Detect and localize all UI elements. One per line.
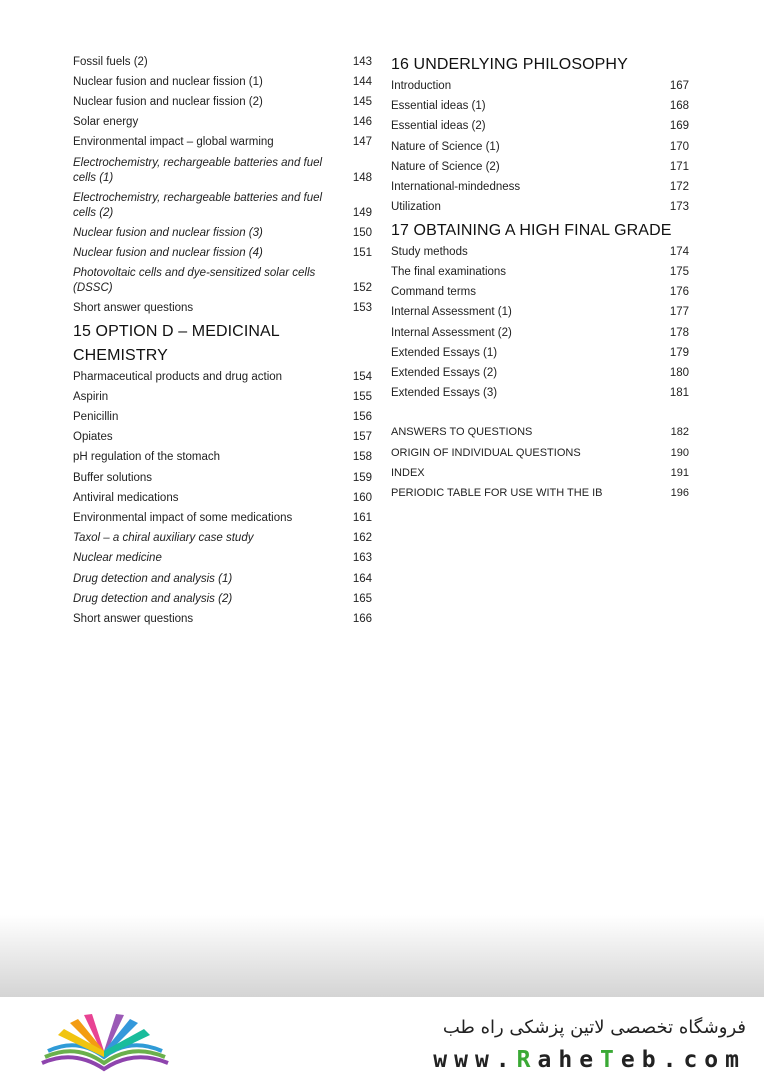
toc-entry[interactable] (391, 463, 689, 483)
toc-entry[interactable] (73, 264, 372, 299)
toc-entry-title: Drug detection and analysis (1) (73, 572, 233, 585)
toc-entry-title: Taxol – a chiral auxiliary case study (73, 532, 254, 545)
toc-entry-page: 181 (669, 387, 689, 400)
toc-entry[interactable] (391, 483, 689, 503)
toc-entry-title: International-mindedness (391, 181, 521, 194)
toc-entry-page: 154 (352, 370, 372, 383)
toc-entry-title: Introduction (391, 80, 452, 93)
spacer (391, 404, 689, 423)
toc-entry[interactable] (73, 387, 372, 407)
toc-entry-title: Drug detection and analysis (2) (73, 592, 233, 605)
toc-list-continued (73, 52, 372, 319)
toc-entry-page: 164 (352, 572, 372, 585)
toc-entry[interactable] (73, 133, 372, 153)
toc-list-section-15 (73, 367, 372, 629)
toc-entry-page: 165 (352, 592, 372, 605)
toc-entry-title: Command terms (391, 286, 476, 299)
toc-entry-page: 161 (352, 511, 372, 524)
toc-entry-title: Nuclear fusion and nuclear fission (1) (73, 75, 263, 88)
toc-entry[interactable] (391, 177, 689, 197)
toc-entry-page: 152 (352, 282, 372, 295)
toc-entry-page: 155 (352, 390, 372, 403)
toc-entry-title: Penicillin (73, 411, 119, 424)
toc-entry[interactable] (391, 363, 689, 383)
toc-entry[interactable] (73, 407, 372, 427)
toc-list-section-17 (391, 242, 689, 404)
toc-entry-page: 148 (352, 171, 372, 184)
toc-entry[interactable] (391, 77, 689, 97)
toc-entry-page: 172 (669, 181, 689, 194)
toc-left-column (73, 52, 372, 630)
toc-entry-page: 156 (352, 411, 372, 424)
toc-entry[interactable] (391, 137, 689, 157)
toc-entry[interactable] (391, 117, 689, 137)
toc-entry[interactable] (391, 343, 689, 363)
toc-entry[interactable] (73, 113, 372, 133)
open-book-rainbow-icon (40, 1007, 170, 1078)
toc-entry-title: Fossil fuels (2) (73, 55, 148, 68)
toc-entry[interactable] (73, 299, 372, 319)
toc-entry-page: 151 (352, 247, 372, 260)
toc-entry-title: Short answer questions (73, 612, 194, 625)
toc-entry-title: Aspirin (73, 390, 109, 403)
toc-entry-page: 196 (670, 486, 689, 499)
toc-entry-title: Nature of Science (2) (391, 160, 500, 173)
toc-entry-title: Antiviral medications (73, 491, 179, 504)
toc-entry-page: 153 (352, 302, 372, 315)
toc-entry-page: 178 (669, 326, 689, 339)
toc-entry-title: Electrochemistry, rechargeable batteries and fuel cells (1) (73, 156, 323, 184)
toc-entry[interactable] (73, 244, 372, 264)
section-heading-16: 16 UNDERLYING PHILOSOPHY (391, 56, 628, 73)
toc-entry-title: Extended Essays (2) (391, 367, 498, 380)
toc-entry[interactable] (391, 263, 689, 283)
toc-entry-page: 180 (669, 367, 689, 380)
toc-entry[interactable] (73, 188, 372, 223)
toc-entry-page: 150 (352, 226, 372, 239)
toc-entry-page: 157 (352, 431, 372, 444)
toc-entry[interactable] (73, 589, 372, 609)
toc-entry-title: Internal Assessment (2) (391, 326, 512, 339)
toc-entry-page: 175 (669, 266, 689, 279)
toc-entry-page: 146 (352, 116, 372, 129)
toc-entry[interactable] (391, 198, 689, 218)
footer-banner (0, 997, 764, 1080)
url-part-ahe: ahe (537, 1047, 601, 1073)
toc-entry[interactable] (391, 384, 689, 404)
url-letter-r: R (516, 1047, 538, 1073)
toc-entry-title: ANSWERS TO QUESTIONS (391, 426, 533, 439)
toc-entry[interactable] (73, 153, 372, 188)
toc-entry[interactable] (391, 157, 689, 177)
toc-entry-page: 169 (669, 120, 689, 133)
toc-entry[interactable] (73, 52, 372, 72)
toc-entry-title: Nuclear fusion and nuclear fission (2) (73, 95, 263, 108)
toc-entry[interactable] (391, 303, 689, 323)
toc-entry-title: Essential ideas (1) (391, 100, 486, 113)
toc-entry-page: 143 (352, 55, 372, 68)
toc-entry[interactable] (73, 609, 372, 629)
section-heading-17: 17 OBTAINING A HIGH FINAL GRADE (391, 221, 672, 239)
toc-entry-page: 177 (669, 306, 689, 319)
toc-entry-page: 159 (352, 471, 372, 484)
toc-entry-title: Nature of Science (1) (391, 140, 500, 153)
toc-entry-title: pH regulation of the stomach (73, 451, 221, 464)
toc-entry[interactable] (391, 283, 689, 303)
toc-entry[interactable] (73, 508, 372, 528)
section-heading-15: 15 OPTION D – MEDICINAL CHEMISTRY (73, 323, 280, 364)
toc-entry-title: Electrochemistry, rechargeable batteries and fuel cells (2) (73, 191, 323, 219)
toc-entry-page: 145 (352, 95, 372, 108)
footer-shadow (0, 915, 764, 997)
toc-entry-page: 171 (669, 160, 689, 173)
toc-entry-page: 174 (669, 245, 689, 258)
toc-list-back-matter (391, 423, 689, 504)
url-letter-t: T (600, 1047, 621, 1073)
toc-entry[interactable] (73, 488, 372, 508)
toc-entry-title: Short answer questions (73, 302, 194, 315)
toc-entry-title: Buffer solutions (73, 471, 153, 484)
toc-entry[interactable] (391, 423, 689, 443)
toc-entry[interactable] (73, 223, 372, 243)
toc-entry-title: Utilization (391, 201, 441, 214)
toc-entry[interactable] (73, 529, 372, 549)
url-part-eb: eb (620, 1047, 663, 1073)
toc-entry-page: 168 (669, 100, 689, 113)
toc-entry-title: Nuclear fusion and nuclear fission (3) (73, 226, 263, 239)
toc-entry-title: The final examinations (391, 266, 507, 279)
toc-entry-page: 190 (670, 446, 689, 459)
toc-list-section-16 (391, 77, 689, 218)
toc-entry-page: 191 (670, 466, 689, 479)
toc-entry[interactable] (73, 448, 372, 468)
toc-entry[interactable] (391, 242, 689, 262)
url-prefix: www. (433, 1047, 517, 1073)
toc-entry-page: 179 (669, 346, 689, 359)
toc-entry-title: Photovoltaic cells and dye-sensitized solar cells (DSSC) (73, 267, 316, 295)
toc-entry-title: Environmental impact – global warming (73, 136, 274, 149)
toc-entry[interactable] (391, 443, 689, 463)
toc-entry[interactable] (73, 428, 372, 448)
store-url[interactable] (433, 1047, 746, 1073)
toc-entry-title: Nuclear medicine (73, 552, 162, 565)
toc-entry[interactable] (73, 569, 372, 589)
toc-entry-title: Extended Essays (1) (391, 346, 498, 359)
toc-entry-title: INDEX (391, 466, 425, 479)
store-name-persian: فروشگاه تخصصی لاتین پزشکی راه طب (442, 1017, 746, 1038)
toc-entry-page: 158 (352, 451, 372, 464)
toc-entry-page: 176 (669, 286, 689, 299)
toc-entry-page: 147 (352, 136, 372, 149)
toc-entry-page: 166 (352, 612, 372, 625)
toc-entry[interactable] (73, 367, 372, 387)
toc-entry-title: Nuclear fusion and nuclear fission (4) (73, 247, 263, 260)
toc-entry-page: 182 (670, 426, 689, 439)
toc-entry-page: 173 (669, 201, 689, 214)
toc-entry-page: 149 (352, 206, 372, 219)
toc-entry-title: Essential ideas (2) (391, 120, 486, 133)
toc-entry-title: Environmental impact of some medications (73, 511, 293, 524)
toc-entry-page: 162 (352, 532, 372, 545)
toc-entry-title: Solar energy (73, 116, 139, 129)
toc-entry-title: Internal Assessment (1) (391, 306, 512, 319)
toc-entry-title: Opiates (73, 431, 113, 444)
toc-entry-page: 167 (669, 80, 689, 93)
toc-entry[interactable] (391, 323, 689, 343)
toc-entry-page: 163 (352, 552, 372, 565)
toc-entry[interactable] (73, 72, 372, 92)
toc-entry-title: Study methods (391, 245, 468, 258)
toc-entry-page: 170 (669, 140, 689, 153)
url-suffix: .com (662, 1047, 746, 1073)
toc-entry[interactable] (73, 92, 372, 112)
toc-entry-title: ORIGIN OF INDIVIDUAL QUESTIONS (391, 446, 581, 459)
toc-entry-page: 160 (352, 491, 372, 504)
toc-entry[interactable] (391, 97, 689, 117)
toc-entry-title: Extended Essays (3) (391, 387, 498, 400)
toc-entry[interactable] (73, 549, 372, 569)
toc-entry-title: PERIODIC TABLE FOR USE WITH THE IB (391, 486, 603, 499)
toc-entry-title: Pharmaceutical products and drug action (73, 370, 283, 383)
toc-right-column (391, 52, 689, 504)
toc-entry[interactable] (73, 468, 372, 488)
toc-entry-page: 144 (352, 75, 372, 88)
